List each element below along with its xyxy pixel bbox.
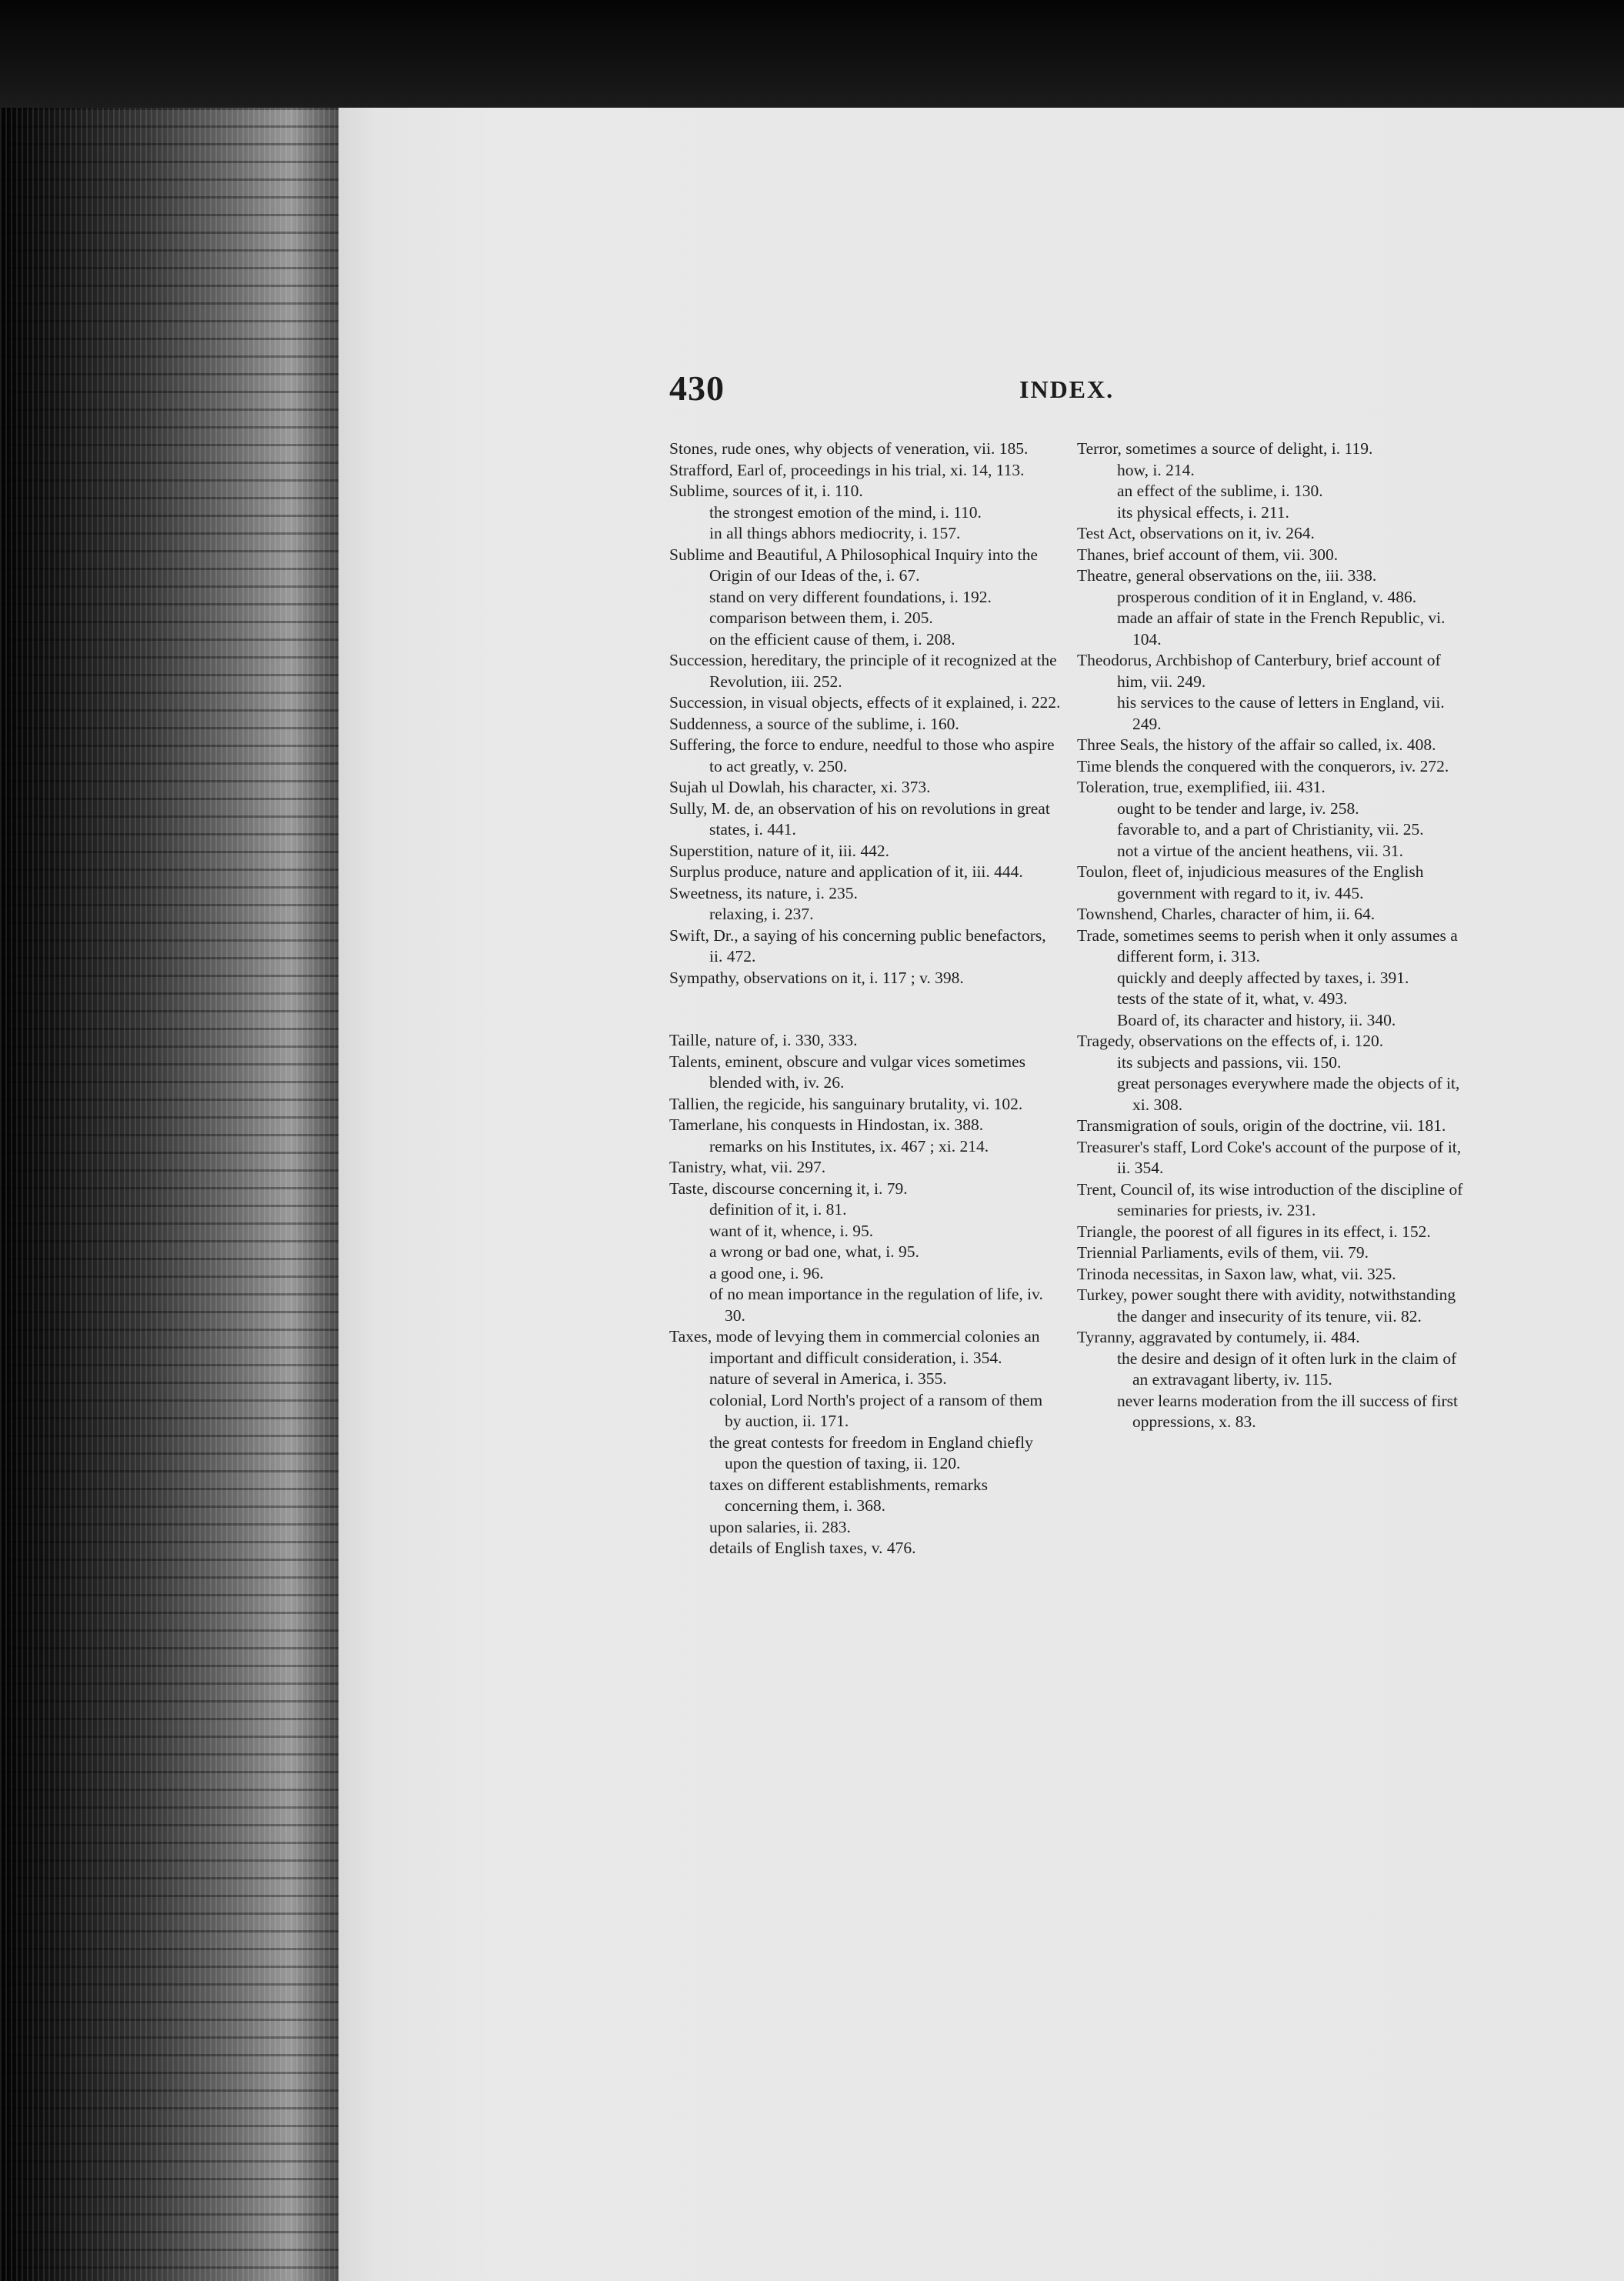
background-shadow	[0, 0, 1624, 115]
index-entry: Tamerlane, his conquests in Hindostan, ix. 388.	[669, 1115, 984, 1134]
page-title: INDEX.	[1019, 375, 1115, 403]
index-entry: Transmigration of souls, origin of the doctrine, vii. 181.	[1077, 1116, 1446, 1135]
index-entry: Suffering, the force to endure, needful to those who aspire to act greatly, v. 250.	[669, 735, 1055, 775]
index-entry: Taille, nature of, i. 330, 333.	[669, 1031, 858, 1049]
index-subentry: tests of the state of it, what, v. 493.	[1117, 989, 1348, 1008]
index-entry: Theodorus, Archbishop of Canterbury, brief account of him, vii. 249.	[1077, 651, 1441, 691]
section-gap	[669, 989, 1062, 1030]
index-subentry: prosperous condition of it in England, v. 486.	[1117, 587, 1417, 606]
index-subentry: its physical effects, i. 211.	[1117, 502, 1289, 522]
index-subentry: of no mean importance in the regulation of life, iv. 30.	[709, 1285, 1043, 1325]
index-subentry: his services to the cause of letters in England, vii. 249.	[1117, 693, 1445, 733]
index-entry: Sujah ul Dowlah, his character, xi. 373.	[669, 778, 931, 796]
index-subentry: how, i. 214.	[1117, 460, 1195, 479]
index-entry: Sublime and Beautiful, A Philosophical Inquiry into the Origin of our Ideas of the, i. 67.	[669, 545, 1038, 585]
index-entry: Succession, hereditary, the principle of it recognized at the Revolution, iii. 252.	[669, 651, 1057, 691]
index-entry: Toulon, fleet of, injudicious measures of the English government with regard to it, iv. 445.	[1077, 862, 1424, 902]
index-entry: Test Act, observations on it, iv. 264.	[1077, 524, 1315, 542]
index-subentry: a wrong or bad one, what, i. 95.	[709, 1242, 919, 1261]
index-entry: Tallien, the regicide, his sanguinary brutality, vi. 102.	[669, 1094, 1023, 1113]
page-number: 430	[669, 368, 725, 408]
index-entry: Trade, sometimes seems to perish when it only assumes a different form, i. 313.	[1077, 925, 1458, 965]
index-column-right	[1077, 439, 1469, 1433]
index-column-left	[669, 439, 1062, 1559]
index-subentry: an effect of the sublime, i. 130.	[1117, 482, 1323, 500]
index-entry: Time blends the conquered with the conquerors, iv. 272.	[1077, 756, 1449, 775]
index-entry: Thanes, brief account of them, vii. 300.	[1077, 545, 1339, 564]
index-entry: Tanistry, what, vii. 297.	[669, 1158, 826, 1176]
index-subentry: nature of several in America, i. 355.	[709, 1369, 947, 1388]
index-subentry: definition of it, i. 81.	[709, 1200, 847, 1219]
index-subentry: upon salaries, ii. 283.	[709, 1517, 851, 1536]
index-entry: Surplus produce, nature and application of it, iii. 444.	[669, 862, 1023, 881]
index-subentry: remarks on his Institutes, ix. 467 ; xi. 214.	[709, 1136, 989, 1156]
index-subentry: made an affair of state in the French Republic, vi. 104.	[1117, 609, 1446, 649]
index-entry: Succession, in visual objects, effects of it explained, i. 222.	[669, 693, 1061, 712]
index-subentry: the great contests for freedom in England chiefly upon the question of taxing, ii. 120.	[709, 1432, 1033, 1472]
index-subentry: on the efficient cause of them, i. 208.	[709, 629, 955, 649]
index-entry: Sympathy, observations on it, i. 117 ; v. 398.	[669, 968, 964, 987]
index-entry: Superstition, nature of it, iii. 442.	[669, 841, 890, 860]
index-entry: Treasurer's staff, Lord Coke's account of the purpose of it, ii. 354.	[1077, 1137, 1462, 1177]
index-subentry: never learns moderation from the ill success of first oppressions, x. 83.	[1117, 1391, 1458, 1431]
book-page-edges	[0, 108, 338, 2281]
index-entry: Suddenness, a source of the sublime, i. 160.	[669, 714, 959, 733]
index-entry: Triangle, the poorest of all figures in its effect, i. 152.	[1077, 1222, 1431, 1241]
index-entry: Sully, M. de, an observation of his on revolutions in great states, i. 441.	[669, 799, 1050, 839]
index-subentry: taxes on different establishments, remarks concerning them, i. 368.	[709, 1475, 989, 1515]
index-entry: Strafford, Earl of, proceedings in his trial, xi. 14, 113.	[669, 460, 1025, 479]
index-subentry: great personages everywhere made the objects of it, xi. 308.	[1117, 1074, 1460, 1114]
index-subentry: comparison between them, i. 205.	[709, 609, 933, 627]
index-entry: Triennial Parliaments, evils of them, vii. 79.	[1077, 1243, 1369, 1262]
index-entry: Terror, sometimes a source of delight, i. 119.	[1077, 439, 1373, 458]
index-subentry: quickly and deeply affected by taxes, i. 391.	[1117, 968, 1409, 987]
index-subentry: in all things abhors mediocrity, i. 157.	[709, 524, 961, 542]
index-entry: Taste, discourse concerning it, i. 79.	[669, 1179, 908, 1198]
index-entry: Trinoda necessitas, in Saxon law, what, vii. 325.	[1077, 1264, 1396, 1283]
index-entry: Tragedy, observations on the effects of, i. 120.	[1077, 1032, 1384, 1050]
index-entry: Turkey, power sought there with avidity, notwithstanding the danger and insecurity of its tenure, vii. 82.	[1077, 1286, 1456, 1326]
index-subentry: details of English taxes, v. 476.	[709, 1539, 916, 1557]
index-subentry: want of it, whence, i. 95.	[709, 1221, 874, 1240]
index-subentry: Board of, its character and history, ii. 340.	[1117, 1010, 1396, 1029]
index-subentry: not a virtue of the ancient heathens, vii. 31.	[1117, 841, 1403, 860]
index-subentry: stand on very different foundations, i. 192.	[709, 587, 992, 606]
index-subentry: ought to be tender and large, iv. 258.	[1117, 799, 1359, 818]
page-header	[669, 368, 1508, 414]
index-entry: Sublime, sources of it, i. 110.	[669, 482, 863, 500]
index-subentry: its subjects and passions, vii. 150.	[1117, 1052, 1342, 1072]
index-subentry: favorable to, and a part of Christianity, vii. 25.	[1117, 820, 1424, 839]
index-entry: Swift, Dr., a saying of his concerning public benefactors, ii. 472.	[669, 925, 1046, 965]
index-entry: Theatre, general observations on the, iii. 338.	[1077, 566, 1377, 585]
index-entry: Taxes, mode of levying them in commercial colonies an important and difficult consideration, i. 354.	[669, 1327, 1040, 1367]
index-subentry: colonial, Lord North's project of a ransom of them by auction, ii. 171.	[709, 1390, 1043, 1430]
index-entry: Stones, rude ones, why objects of veneration, vii. 185.	[669, 439, 1029, 458]
index-entry: Talents, eminent, obscure and vulgar vices sometimes blended with, iv. 26.	[669, 1052, 1026, 1092]
index-entry: Sweetness, its nature, i. 235.	[669, 883, 858, 902]
index-entry: Toleration, true, exemplified, iii. 431.	[1077, 778, 1326, 796]
index-entry: Townshend, Charles, character of him, ii. 64.	[1077, 905, 1376, 923]
index-subentry: the strongest emotion of the mind, i. 110.	[709, 502, 982, 522]
index-entry: Three Seals, the history of the affair so called, ix. 408.	[1077, 735, 1436, 754]
index-subentry: a good one, i. 96.	[709, 1263, 824, 1282]
index-entry: Tyranny, aggravated by contumely, ii. 484.	[1077, 1328, 1360, 1346]
index-page	[338, 108, 1624, 2281]
index-subentry: relaxing, i. 237.	[709, 905, 814, 923]
index-entry: Trent, Council of, its wise introduction of the discipline of seminaries for priests, iv. 231.	[1077, 1179, 1463, 1219]
index-subentry: the desire and design of it often lurk in the claim of an extravagant liberty, iv. 115.	[1117, 1349, 1457, 1389]
